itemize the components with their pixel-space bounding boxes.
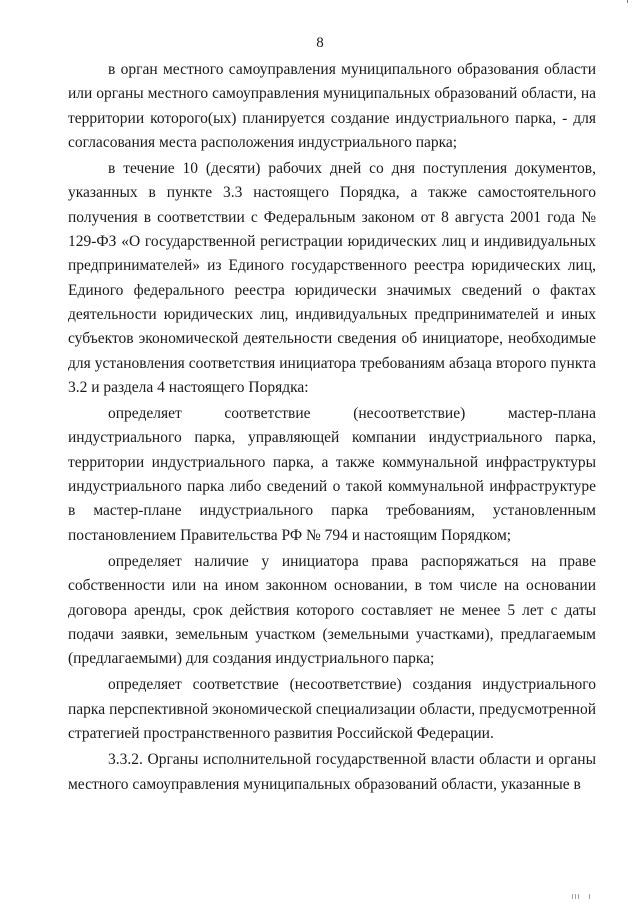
paragraph-economic-specialization: определяет соответствие (несоответствие) создания индустриального парка перспективной экономической специализации области, предусмотренной стратегией пространственного развития Российской Федерации. — [68, 676, 596, 743]
paragraph-approval-location: в орган местного самоуправления муниципального образования области или органы местного самоуправления муниципальных образований области, на территории которого(ых) планируется создание индустриального парка, - для согласования места расположения индустриального парка; — [68, 61, 596, 151]
paragraph-master-plan-compliance: определяет соответствие (несоответствие) мастер-плана индустриального парка, управляющей компании индустриального парка, территории индустриального парка, а также коммунальной инфраструктуры индустриального парка либо сведений о такой коммунальной инфраструктуре в мастер-плане индустриального парка требованиям, установленным постановлением Правительства РФ № 794 и настоящим Порядком; — [68, 405, 596, 544]
scan-artifact — [572, 893, 608, 899]
paragraph-section-3-3-2: 3.3.2. Органы исполнительной государственной власти области и органы местного самоуправления муниципальных образований области, указанные в — [68, 751, 596, 793]
paragraph-ten-days-review: в течение 10 (десяти) рабочих дней со дня поступления документов, указанных в пункте 3.3 настоящего Порядка, а также самостоятельного получения в соответствии с Федеральным законом от 8 августа 2001 года № 129-ФЗ «О государственной регистрации юридических лиц и индивидуальных предпринимателей» из Единого государственного реестра юридических лиц, Единого федерального реестра юридически значимых сведений о фактах деятельности юридических лиц, индивидуальных предпринимателей и иных субъектов экономической деятельности сведения об инициаторе, необходимые для установления соответствия инициатора требованиям абзаца второго пункта 3.2 и раздела 4 настоящего Порядка: — [68, 160, 596, 396]
paragraph-land-rights: определяет наличие у инициатора права распоряжаться на праве собственности или на ином законном основании, в том числе на основании договора аренды, срок действия которого составляет не менее 5 лет с даты подачи заявки, земельным участком (земельными участками), предлагаемым (предлагаемыми) для создания индустриального парка; — [68, 552, 596, 668]
scan-mark — [627, 0, 628, 3]
document-body — [68, 58, 596, 797]
page-number: 8 — [316, 35, 324, 51]
